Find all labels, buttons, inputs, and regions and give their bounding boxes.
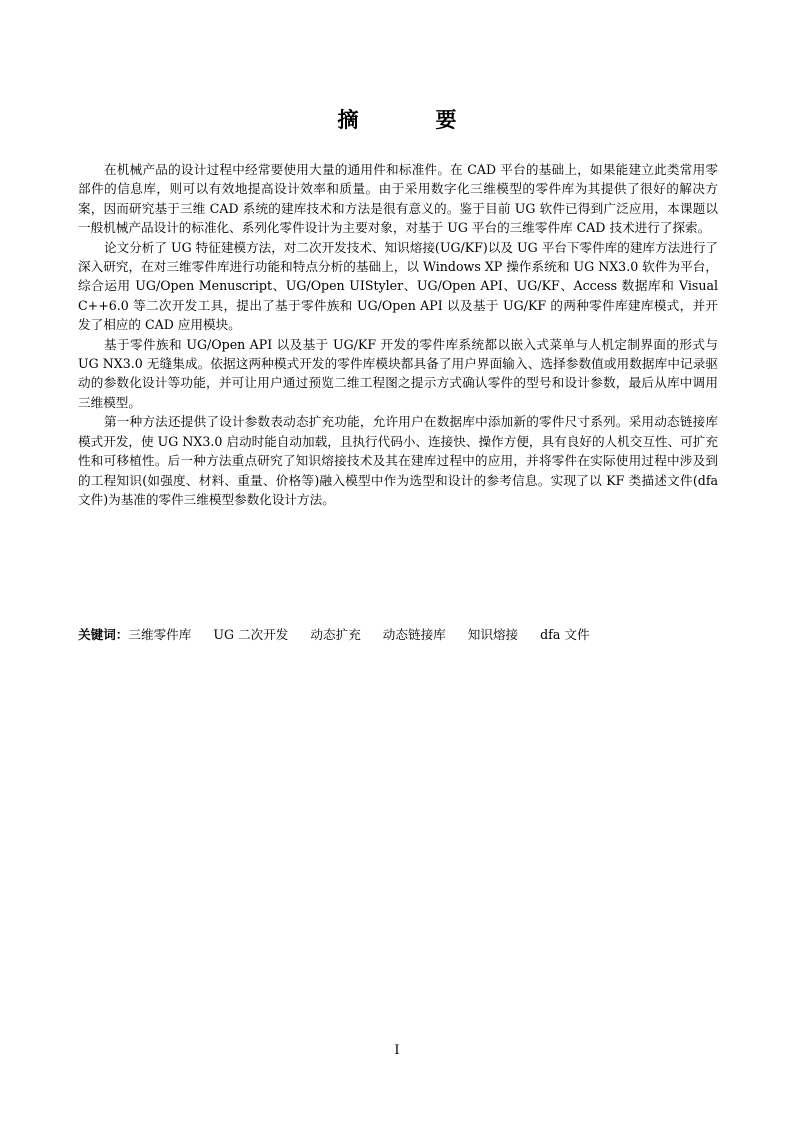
abstract-paragraph-2: 论文分析了 UG 特征建模方法，对二次开发技术、知识熔接(UG/KF)以及 UG 平台下零件库的建库方法进行了深入研究，在对三维零件库进行功能和特点分析的基础上，以 Windows XP 操作系统和 UG NX3.0 软件为平台，综合运用 UG/Open Menuscript、UG/Open UIStyler、UG/Open API、UG/KF、Access 数据库和 Visual C++6.0 等二次开发工具，提出了基于零件族和 UG/Open API 以及基于 UG/KF 的两种零件库建库模式，并开发了相应的 CAD 应用模块。 [78, 239, 719, 333]
keyword-item: 知识熔接 [467, 627, 519, 642]
abstract-paragraph-3: 基于零件族和 UG/Open API 以及基于 UG/KF 开发的零件库系统都以嵌入式菜单与人机定制界面的形式与 UG NX3.0 无缝集成。依据这两种模式开发的零件库模块都具备了用户界面输入、选择参数值或用数据库中记录驱动的参数化设计等功能，并可让用户通过预览二维工程图之提示方式确认零件的型号和设计参数，最后从库中调用三维模型。 [78, 336, 718, 410]
abstract-body [78, 160, 718, 509]
keyword-item: dfa 文件 [540, 627, 590, 642]
abstract-paragraph-4: 第一种方法还提供了设计参数表动态扩充功能，允许用户在数据库中添加新的零件尺寸系列。采用动态链接库模式开发，使 UG NX3.0 启动时能自动加载，且执行代码小、连接快、操作方便，具有良好的人机交互性、可扩充性和可移植性。后一种方法重点研究了知识熔接技术及其在建库过程中的应用，并将零件在实际使用过程中涉及到的工程知识(如强度、材料、重量、价格等)融入模型中作为选型和设计的参考信息。实现了以 KF 类描述文件(dfa 文件)为基准的零件三维模型参数化设计方法。 [78, 414, 718, 507]
keyword-item: 动态扩充 [310, 627, 361, 642]
keywords-label: 关键词： [78, 627, 129, 642]
page-title: 摘 要 [337, 107, 485, 132]
page-number: I [394, 1043, 400, 1058]
abstract-paragraph-1: 在机械产品的设计过程中经常要使用大量的通用件和标准件。在 CAD 平台的基础上，如果能建立此类常用零部件的信息库，则可以有效地提高设计效率和质量。由于采用数字化三维模型的零件库为其提供了很好的解决方案，因而研究基于三维 CAD 系统的建库技术和方法是很有意义的。鉴于目前 UG 软件已得到广泛应用，本课题以一般机械产品设计的标准化、系列化零件设计为主要对象，对基于 UG 平台的三维零件库 CAD 技术进行了探索。 [78, 162, 718, 236]
keyword-item: 三维零件库 [128, 627, 192, 642]
keyword-item: UG 二次开发 [213, 627, 289, 642]
keyword-item: 动态链接库 [382, 627, 446, 642]
keywords-line [78, 625, 718, 645]
